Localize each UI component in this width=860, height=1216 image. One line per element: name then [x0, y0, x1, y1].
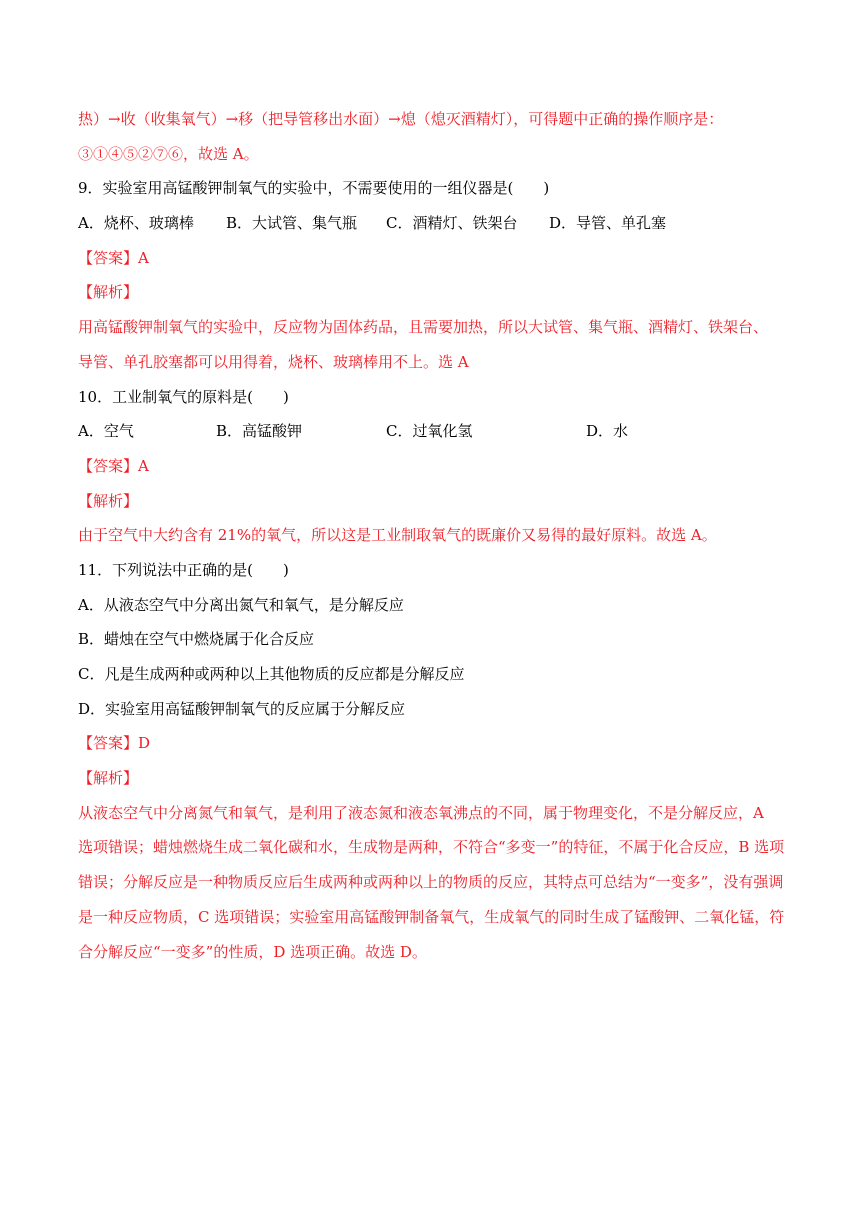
q10-option-d: D．水 — [586, 422, 629, 441]
q9-analysis-line-1: 用高锰酸钾制氧气的实验中，反应物为固体药品，且需要加热，所以大试管、集气瓶、酒精灯、铁架台、 — [78, 318, 769, 337]
question-11-stem: 11．下列说法中正确的是( ) — [78, 560, 289, 579]
question-9-options — [78, 211, 784, 246]
q9-option-d: D．导管、单孔塞 — [549, 214, 667, 233]
q9-option-a: A．烧杯、玻璃棒 — [78, 214, 194, 233]
q10-option-b: B．高锰酸钾 — [216, 422, 303, 441]
q10-answer: 【答案】A — [78, 456, 149, 475]
q9-analysis-label: 【解析】 — [78, 283, 139, 302]
q11-analysis-line-3: 错误；分解反应是一种物质反应后生成两种或两种以上的物质的反应，其特点可总结为“一变多”，没有强调 — [78, 873, 784, 892]
q11-option-b: B．蜡烛在空气中燃烧属于化合反应 — [78, 630, 315, 649]
q11-analysis-line-2: 选项错误；蜡烛燃烧生成二氧化碳和水，生成物是两种，不符合“多变一”的特征，不属于化合反应，B 选项 — [78, 838, 785, 857]
question-10-stem: 10．工业制氧气的原料是( ) — [78, 387, 289, 406]
q11-answer: 【答案】D — [78, 734, 151, 753]
prev-analysis-line-1: 热）→收（收集氧气）→移（把导管移出水面）→熄（熄灭酒精灯），可得题中正确的操作顺序是： — [78, 110, 724, 128]
question-10-options — [78, 419, 784, 454]
q9-analysis-line-2: 导管、单孔胶塞都可以用得着，烧杯、玻璃棒用不上。选 A — [78, 352, 469, 371]
q11-analysis-line-4: 是一种反应物质，C 选项错误；实验室用高锰酸钾制备氧气，生成氧气的同时生成了锰酸钾、二氧化锰，符 — [78, 907, 785, 926]
q11-option-c: C．凡是生成两种或两种以上其他物质的反应都是分解反应 — [78, 665, 465, 683]
q11-option-d: D．实验室用高锰酸钾制氧气的反应属于分解反应 — [78, 699, 406, 718]
q10-analysis-label: 【解析】 — [78, 491, 139, 510]
question-9-stem: 9．实验室用高锰酸钾制氧气的实验中，不需要使用的一组仪器是( ) — [78, 179, 550, 198]
q9-option-b: B．大试管、集气瓶 — [226, 214, 358, 233]
q9-option-c: C．酒精灯、铁架台 — [386, 214, 518, 233]
q11-analysis-label: 【解析】 — [78, 769, 139, 788]
q11-analysis-line-5: 合分解反应“一变多”的性质，D 选项正确。故选 D。 — [78, 942, 427, 961]
prev-analysis-line-2: ③①④⑤②⑦⑥，故选 A。 — [78, 144, 259, 163]
q11-option-a: A．从液态空气中分离出氮气和氧气，是分解反应 — [78, 595, 404, 614]
document-content — [78, 107, 784, 974]
q9-answer: 【答案】A — [78, 248, 149, 267]
q10-analysis-line-1: 由于空气中大约含有 21%的氧气，所以这是工业制取氧气的既廉价又易得的最好原料。故选 A。 — [78, 526, 717, 545]
q10-option-a: A．空气 — [78, 422, 134, 441]
q10-option-c: C．过氧化氢 — [386, 422, 473, 441]
q11-analysis-line-1: 从液态空气中分离氮气和氧气，是利用了液态氮和液态氧沸点的不同，属于物理变化，不是分解反应，A — [78, 803, 764, 822]
